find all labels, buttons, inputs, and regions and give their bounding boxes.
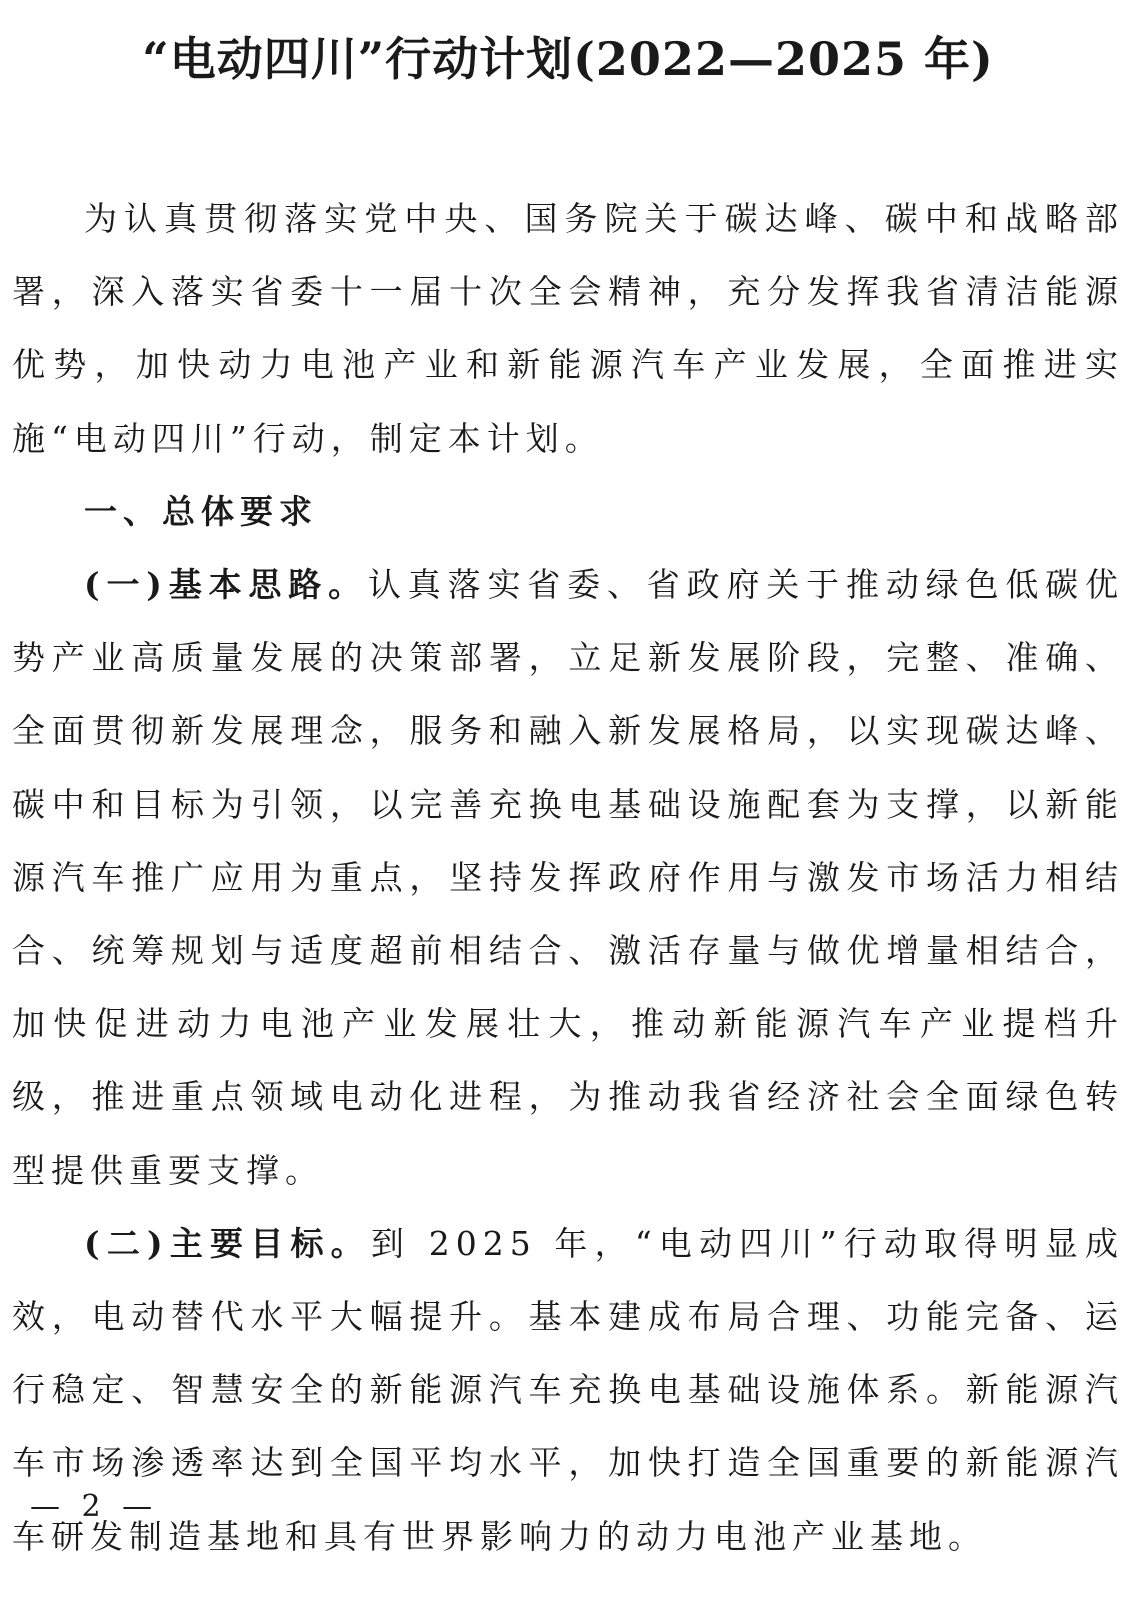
document-title: “电动四川”行动计划(2022—2025 年) — [142, 32, 994, 86]
document-body — [12, 182, 1124, 1573]
main-goal-lead: (二)主要目标。 — [84, 1223, 371, 1263]
page-number: — 2 — — [30, 1489, 159, 1524]
main-goal-paragraph — [12, 1207, 1124, 1573]
basic-idea-paragraph — [12, 548, 1124, 1207]
intro-paragraph: 为认真贯彻落实党中央、国务院关于碳达峰、碳中和战略部署，深入落实省委十一届十次全会精神，充分发挥我省清洁能源优势，加快动力电池产业和新能源汽车产业发展，全面推进实施“电动四川”行动，制定本计划。 — [12, 199, 1124, 458]
main-goal-body: 到 2025 年，“电动四川”行动取得明显成效，电动替代水平大幅提升。基本建成布局合理、功能完备、运行稳定、智慧安全的新能源汽车充换电基础设施体系。新能源汽车市场渗透率达到全国平均水平，加快打造全国重要的新能源汽车研发制造基地和具有世界影响力的动力电池产业基地。 — [12, 1223, 1125, 1556]
basic-idea-lead: (一)基本思路。 — [84, 565, 368, 605]
basic-idea-body: 认真落实省委、省政府关于推动绿色低碳优势产业高质量发展的决策部署，立足新发展阶段，完整、准确、全面贯彻新发展理念，服务和融入新发展格局，以实现碳达峰、碳中和目标为引领，以完善充换电基础设施配套为支撑，以新能源汽车推广应用为重点，坚持发挥政府作用与激发市场活力相结合、统筹规划与适度超前相结合、激活存量与做优增量相结合，加快促进动力电池产业发展壮大，推动新能源汽车产业提档升级，推进重点领域电动化进程，为推动我省经济社会全面绿色转型提供重要支撑。 — [12, 565, 1125, 1190]
section-heading-general-requirements: 一、总体要求 — [84, 491, 318, 531]
